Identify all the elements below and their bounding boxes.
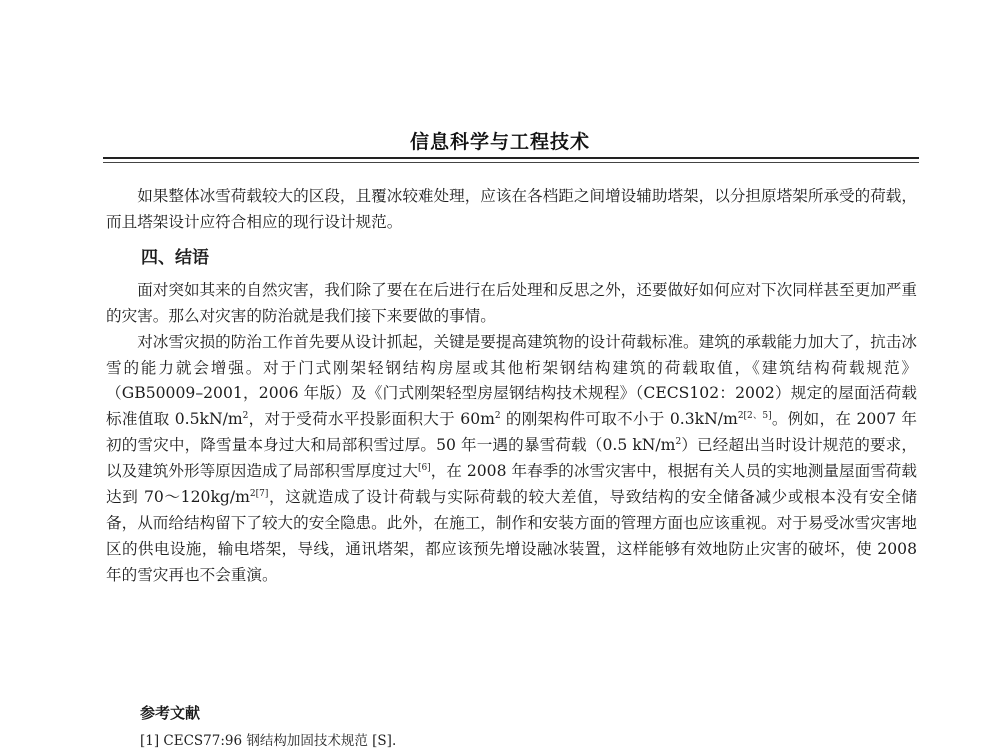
para2-text-c: 的刚架构件可取不小于 0.3kN/m <box>500 410 738 429</box>
header-rule-thick <box>103 157 919 159</box>
para2-text-e: ）已经超出当时设计规范的要求，以及建筑外形等原因造成了局部积雪厚度过大 <box>106 436 917 481</box>
para2-text-d: 。例如，在 2007 年初的雪灾中，降雪量本身过大和局部积雪过厚。50 年一遇的暴雪荷载（0.5 kN/m <box>106 410 917 455</box>
para2-text-g: ，这就造成了设计荷载与实际荷载的较大差值，导致结构的安全储备减少或根本没有安全储备，从而给结构留下了较大的安全隐患。此外，在施工，制作和安装方面的管理方面也应该重视。对于易受冰雪灾害地区的供电设施，输电塔架，导线，通讯塔架，都应该预先增设融冰装置，这样能够有效地防止灾害的破坏，使 2008 年的雪灾再也不会重演。 <box>106 488 917 584</box>
conclusion-paragraph-1: 面对突如其来的自然灾害，我们除了要在在后进行在后处理和反思之外，还要做好如何应对下次同样甚至更加严重的灾害。那么对灾害的防治就是我们接下来要做的事情。 <box>106 280 917 325</box>
conclusion-paragraph-2 <box>106 330 917 589</box>
journal-header-title: 信息科学与工程技术 <box>409 131 590 153</box>
para2-text-f: ，在 2008 年春季的冰雪灾害中，根据有关人员的实地测量屋面雪荷载达到 70～120kg/m <box>106 462 917 507</box>
citation-superscript-7: 2[7] <box>249 488 269 499</box>
citation-superscript-6: [6] <box>417 462 431 473</box>
header-rule-thin <box>103 162 919 163</box>
superscript-unit-4: 2 <box>675 437 682 448</box>
section-heading-conclusion: 四、结语 <box>141 247 209 268</box>
para2-text-b: ，对于受荷水平投影面积大于 60m <box>248 410 495 429</box>
intro-paragraph: 如果整体冰雪荷载较大的区段，且覆冰较难处理，应该在各档距之间增设辅助塔架，以分担原塔架所承受的荷载，而且塔架设计应符合相应的现行设计规范。 <box>106 187 917 231</box>
superscript-unit-2: 2 <box>494 411 501 422</box>
citation-superscript-2-5: 2[2、5] <box>737 411 772 422</box>
references-heading: 参考文献 <box>140 704 201 722</box>
article-body <box>106 184 917 589</box>
superscript-unit-1: 2 <box>242 411 249 422</box>
para2-text-a: 对冰雪灾损的防治工作首先要从设计抓起，关键是要提高建筑物的设计荷载标准。建筑的承载能力加大了，抗击冰雪的能力就会增强。对于门式刚架轻钢结构房屋或其他桁架钢结构建筑的荷载取值，《建筑结构荷载规范》（GB50009–2001，2006 年版）及《门式刚架轻型房屋钢结构技术规程》（CECS102：2002）规定的屋面活荷载标准值取 0.5kN/m <box>106 332 917 429</box>
reference-item: [1] CECS77:96 钢结构加固技术规范 [S]. <box>140 733 397 749</box>
